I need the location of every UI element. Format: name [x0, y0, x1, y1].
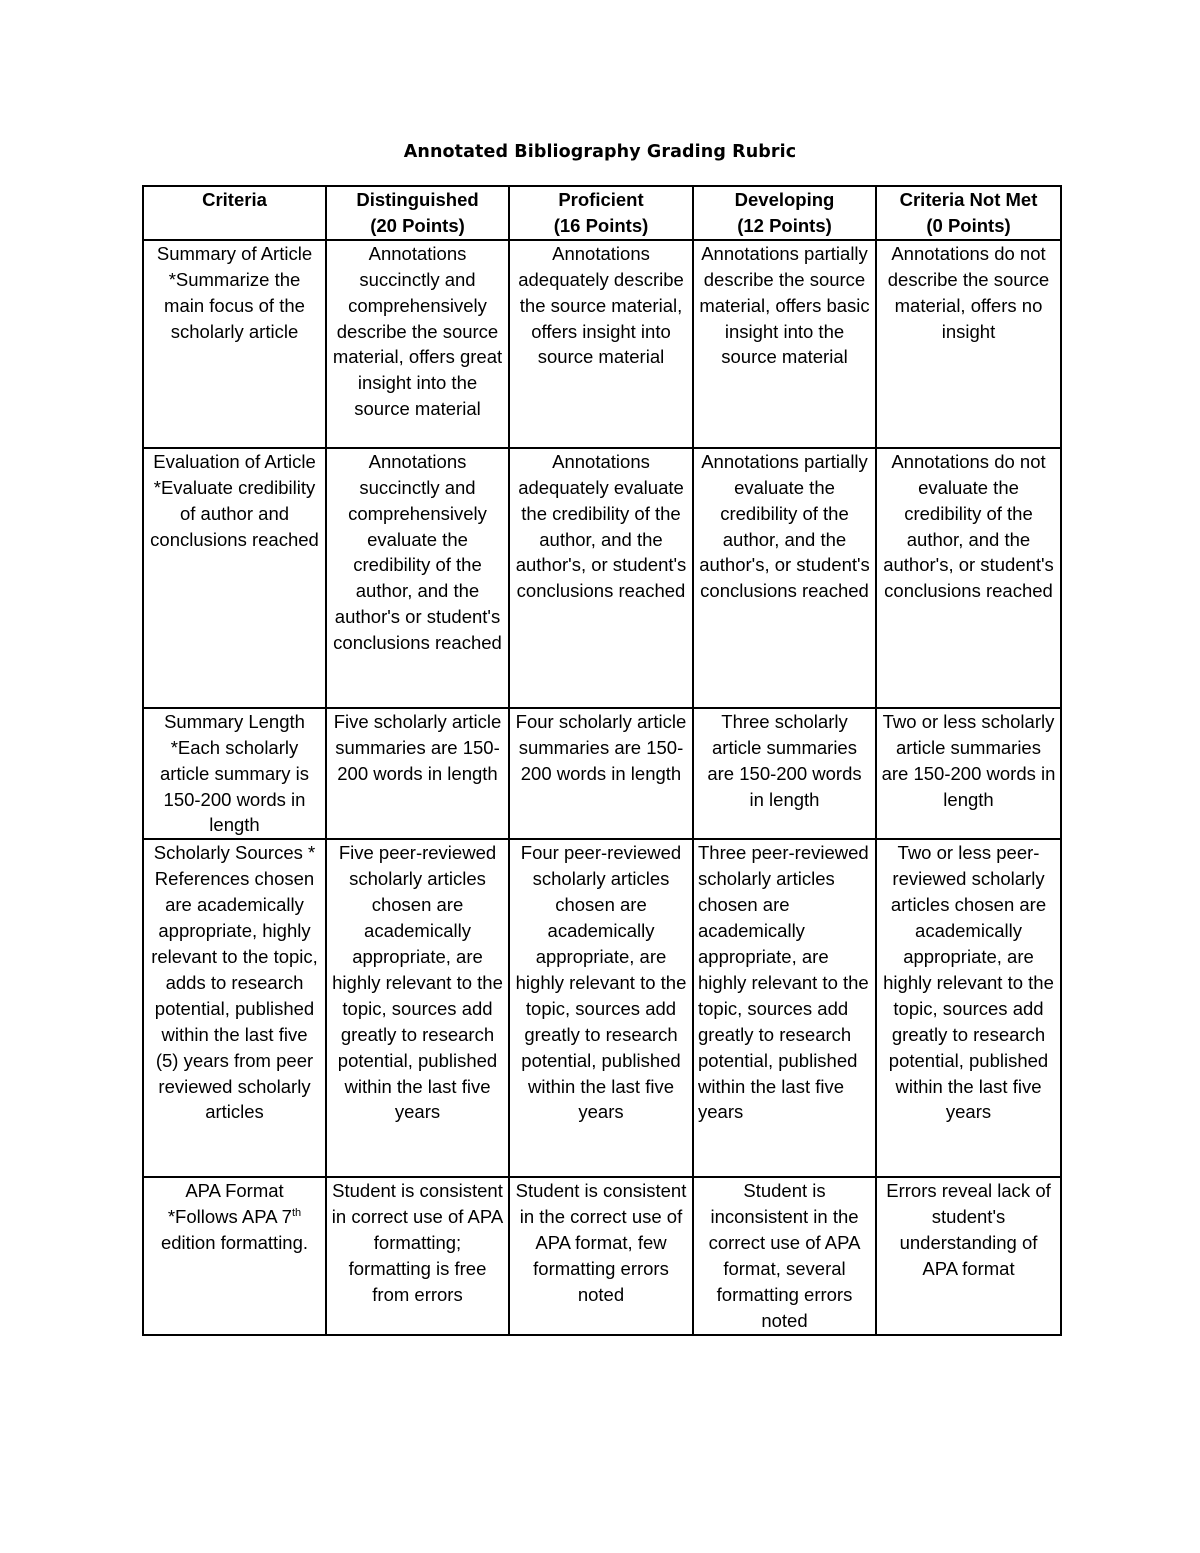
cell-developing: Annotations partially evaluate the credibility of the author, and the author's, or student's conclusions reached: [693, 448, 876, 708]
cell-criteria-not-met: Annotations do not describe the source material, offers no insight: [876, 240, 1061, 448]
cell-proficient: Student is consistent in the correct use of APA format, few formatting errors noted: [509, 1177, 693, 1335]
header-distinguished: Distinguished (20 Points): [326, 186, 509, 240]
ordinal-suffix: th: [291, 1207, 302, 1220]
cell-distinguished: Annotations succinctly and comprehensively evaluate the credibility of the author, and the author's or student's conclusions reached: [326, 448, 509, 708]
table-row-summary-length: [143, 708, 1061, 840]
cell-developing: Three scholarly article summaries are 150-200 words in length: [693, 708, 876, 840]
table-row-scholarly-sources: [143, 839, 1061, 1177]
cell-proficient: Four peer-reviewed scholarly articles chosen are academically appropriate, are highly relevant to the topic, sources add greatly to research potential, published within the last five years: [509, 839, 693, 1177]
cell-proficient: Annotations adequately describe the source material, offers insight into source material: [509, 240, 693, 448]
cell-distinguished: Five peer-reviewed scholarly articles chosen are academically appropriate, are highly relevant to the topic, sources add greatly to research potential, published within the last five years: [326, 839, 509, 1177]
table-row-evaluation-of-article: [143, 448, 1061, 708]
header-developing: Developing (12 Points): [693, 186, 876, 240]
header-proficient: Proficient (16 Points): [509, 186, 693, 240]
cell-criteria: Summary Length *Each scholarly article summary is 150-200 words in length: [143, 708, 326, 840]
cell-criteria-not-met: Two or less scholarly article summaries are 150-200 words in length: [876, 708, 1061, 840]
cell-criteria: Scholarly Sources * References chosen are academically appropriate, highly relevant to the topic, adds to research potential, published within the last five (5) years from peer reviewed scholarly articles: [143, 839, 326, 1177]
cell-criteria: Evaluation of Article *Evaluate credibility of author and conclusions reached: [143, 448, 326, 708]
cell-developing: Student is inconsistent in the correct use of APA format, several formatting errors noted: [693, 1177, 876, 1335]
cell-proficient: Annotations adequately evaluate the credibility of the author, and the author's, or student's conclusions reached: [509, 448, 693, 708]
cell-developing: Annotations partially describe the source material, offers basic insight into the source material: [693, 240, 876, 448]
cell-distinguished: Five scholarly article summaries are 150-200 words in length: [326, 708, 509, 840]
grading-rubric-table: [142, 185, 1062, 1336]
cell-distinguished: Student is consistent in correct use of APA formatting; formatting is free from errors: [326, 1177, 509, 1335]
table-row-summary-of-article: [143, 240, 1061, 448]
criteria-text-tail: edition formatting.: [160, 1232, 309, 1254]
document-title: Annotated Bibliography Grading Rubric: [403, 142, 797, 162]
table-row-apa-format: [143, 1177, 1061, 1335]
table-header-row: [143, 186, 1061, 240]
criteria-text: APA Format *Follows APA 7: [167, 1180, 292, 1228]
cell-criteria-not-met: Errors reveal lack of student's understanding of APA format: [876, 1177, 1061, 1335]
cell-criteria: Summary of Article *Summarize the main focus of the scholarly article: [143, 240, 326, 448]
header-criteria-not-met: Criteria Not Met (0 Points): [876, 186, 1061, 240]
cell-developing: Three peer-reviewed scholarly articles chosen are academically appropriate, are highly relevant to the topic, sources add greatly to research potential, published within the last five years: [693, 839, 876, 1177]
cell-criteria: [143, 1177, 326, 1335]
header-criteria: Criteria: [143, 186, 326, 240]
cell-proficient: Four scholarly article summaries are 150-200 words in length: [509, 708, 693, 840]
cell-distinguished: Annotations succinctly and comprehensively describe the source material, offers great insight into the source material: [326, 240, 509, 448]
cell-criteria-not-met: Two or less peer-reviewed scholarly articles chosen are academically appropriate, are highly relevant to the topic, sources add greatly to research potential, published within the last five years: [876, 839, 1061, 1177]
cell-criteria-not-met: Annotations do not evaluate the credibility of the author, and the author's, or student's conclusions reached: [876, 448, 1061, 708]
